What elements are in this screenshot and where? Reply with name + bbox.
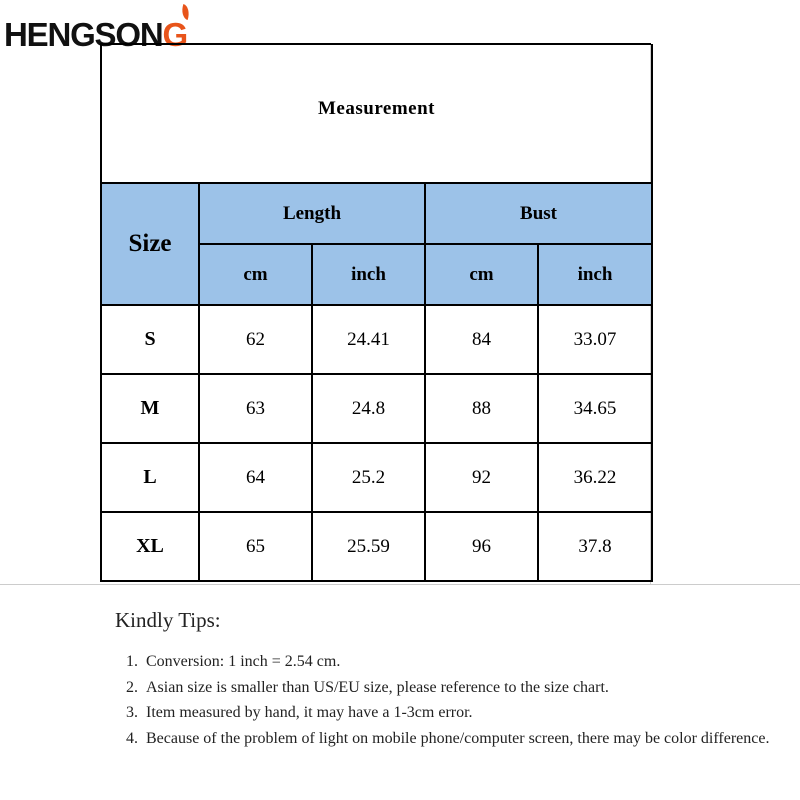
bust-cm-cell: 92 xyxy=(425,443,538,512)
tips-title: Kindly Tips: xyxy=(115,608,221,632)
length-cm-cell: 63 xyxy=(199,374,312,443)
bust-header: Bust xyxy=(425,183,652,244)
bust-cm-cell: 84 xyxy=(425,305,538,374)
size-cell: S xyxy=(101,305,199,374)
length-header: Length xyxy=(199,183,425,244)
table-row xyxy=(101,305,652,374)
length-cm-cell: 62 xyxy=(199,305,312,374)
bust-inch-cell: 37.8 xyxy=(538,512,652,581)
divider-horizontal xyxy=(0,584,800,585)
length-inch-cell: 24.8 xyxy=(312,374,425,443)
unit-header: inch xyxy=(312,244,425,305)
list-item: 4. Because of the problem of light on mobile phone/computer screen, there may be color difference. xyxy=(142,726,775,752)
brand-name: HENGSON xyxy=(4,16,163,53)
length-cm-cell: 64 xyxy=(199,443,312,512)
table-title: Measurement xyxy=(101,44,652,183)
list-item: 2. Asian size is smaller than US/EU size, please reference to the size chart. xyxy=(142,675,775,701)
size-cell: L xyxy=(101,443,199,512)
length-inch-cell: 25.59 xyxy=(312,512,425,581)
size-cell: M xyxy=(101,374,199,443)
unit-header: cm xyxy=(199,244,312,305)
table-row xyxy=(101,512,652,581)
length-inch-cell: 25.2 xyxy=(312,443,425,512)
length-cm-cell: 65 xyxy=(199,512,312,581)
table-row xyxy=(101,374,652,443)
brand-name-tail: G xyxy=(162,16,187,53)
bust-inch-cell: 33.07 xyxy=(538,305,652,374)
unit-header: inch xyxy=(538,244,652,305)
tips-section xyxy=(115,608,775,751)
tips-list xyxy=(115,649,775,751)
size-cell: XL xyxy=(101,512,199,581)
bust-cm-cell: 96 xyxy=(425,512,538,581)
size-header: Size xyxy=(101,183,199,305)
length-inch-cell: 24.41 xyxy=(312,305,425,374)
table-row xyxy=(101,443,652,512)
bust-inch-cell: 36.22 xyxy=(538,443,652,512)
list-item: 3. Item measured by hand, it may have a 1-3cm error. xyxy=(142,700,775,726)
bust-cm-cell: 88 xyxy=(425,374,538,443)
bust-inch-cell: 34.65 xyxy=(538,374,652,443)
size-chart-table xyxy=(100,44,653,582)
list-item: 1. Conversion: 1 inch = 2.54 cm. xyxy=(142,649,775,675)
unit-header: cm xyxy=(425,244,538,305)
